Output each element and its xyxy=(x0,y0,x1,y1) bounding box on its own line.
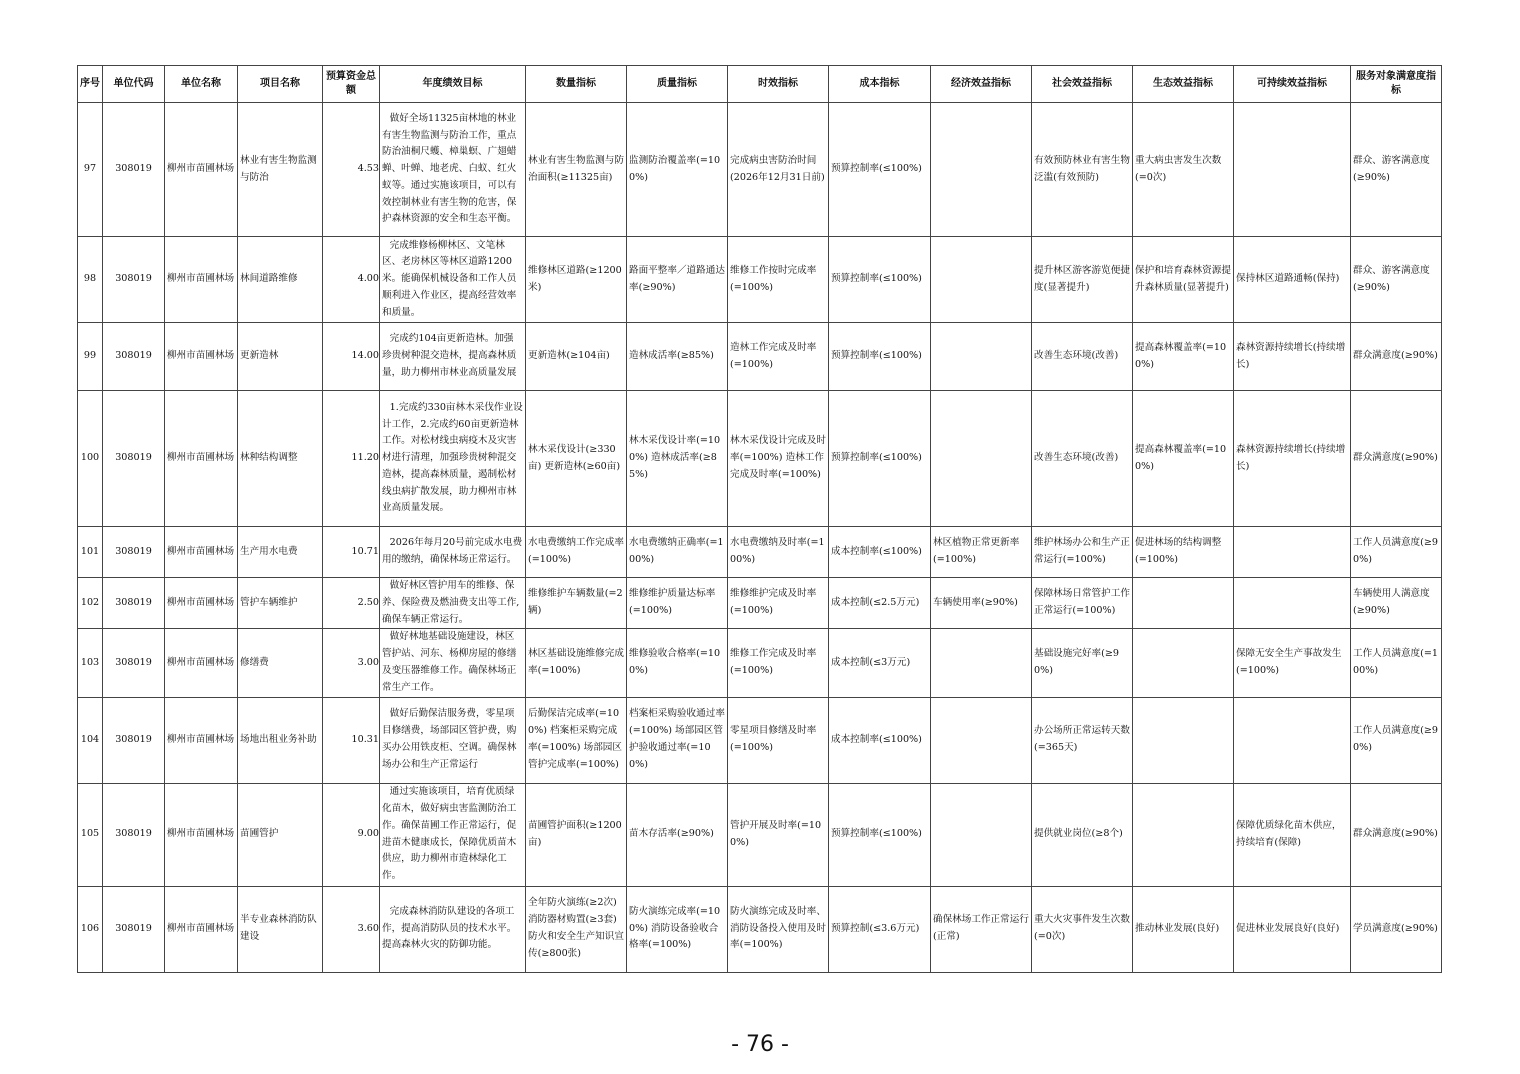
cell-timeliness-indicator: 管护开展及时率(=100%) xyxy=(728,783,829,886)
cell-economic-indicator xyxy=(931,391,1032,527)
cell-ecological-indicator xyxy=(1133,629,1234,697)
header-cell: 单位代码 xyxy=(103,66,165,103)
table-row xyxy=(78,783,1442,886)
cell-timeliness-indicator: 完成病虫害防治时间(2026年12月31日前) xyxy=(728,103,829,237)
cell-satisfaction-indicator: 群众满意度(≥90%) xyxy=(1351,323,1442,391)
cell-timeliness-indicator: 造林工作完成及时率(=100%) xyxy=(728,323,829,391)
cell-annual-goal: 做好全场11325亩林地的林业有害生物监测与防治工作，重点防治油桐尺蠖、樟巢螟、广翅蜡蝉、叶蝉、地老虎、白蚁、红火蚁等。通过实施该项目，可以有效控制林业有害生物的危害，保护森林资源的安全和生态平衡。 xyxy=(380,103,526,237)
cell-satisfaction-indicator: 工作人员满意度(≥90%) xyxy=(1351,527,1442,578)
cell-quantity-indicator: 水电费缴纳工作完成率(=100%) xyxy=(526,527,627,578)
table-row xyxy=(78,578,1442,629)
cell-cost-indicator: 预算控制率(≤100%) xyxy=(829,783,931,886)
cell-annual-goal: 做好林地基础设施建设，林区管护站、河东、杨柳房屋的修缮及变压器维修工作。确保林场正常生产工作。 xyxy=(380,629,526,697)
cell-unit-code: 308019 xyxy=(103,391,165,527)
cell-project-name: 林业有害生物监测与防治 xyxy=(238,103,323,237)
cell-economic-indicator xyxy=(931,103,1032,237)
cell-economic-indicator xyxy=(931,697,1032,783)
header-cell: 单位名称 xyxy=(165,66,238,103)
cell-budget-amount: 10.31 xyxy=(323,697,380,783)
cell-timeliness-indicator: 防火演练完成及时率、消防设备投入使用及时率(=100%) xyxy=(728,886,829,972)
cell-annual-goal: 做好林区管护用车的维修、保养、保险费及燃油费支出等工作,确保车辆正常运行。 xyxy=(380,578,526,629)
cell-social-indicator: 保障林场日常管护工作正常运行(=100%) xyxy=(1032,578,1133,629)
cell-seq: 104 xyxy=(78,697,103,783)
cell-ecological-indicator xyxy=(1133,697,1234,783)
table-row xyxy=(78,323,1442,391)
cell-sustainable-indicator: 促进林业发展良好(良好) xyxy=(1234,886,1351,972)
cell-budget-amount: 2.50 xyxy=(323,578,380,629)
cell-social-indicator: 改善生态环境(改善) xyxy=(1032,391,1133,527)
cell-quality-indicator: 档案柜采购验收通过率(=100%) 场部园区管护验收通过率(=100%) xyxy=(627,697,728,783)
cell-unit-name: 柳州市苗圃林场 xyxy=(165,527,238,578)
cell-sustainable-indicator xyxy=(1234,527,1351,578)
cell-timeliness-indicator: 维修维护完成及时率(=100%) xyxy=(728,578,829,629)
cell-timeliness-indicator: 零星项目修缮及时率(=100%) xyxy=(728,697,829,783)
header-cell: 预算资金总额 xyxy=(323,66,380,103)
cell-seq: 103 xyxy=(78,629,103,697)
cell-quality-indicator: 监测防治覆盖率(=100%) xyxy=(627,103,728,237)
cell-economic-indicator: 林区植物正常更新率(=100%) xyxy=(931,527,1032,578)
header-cell: 项目名称 xyxy=(238,66,323,103)
cell-unit-name: 柳州市苗圃林场 xyxy=(165,697,238,783)
cell-economic-indicator xyxy=(931,783,1032,886)
cell-seq: 106 xyxy=(78,886,103,972)
table-row xyxy=(78,886,1442,972)
cell-satisfaction-indicator: 学员满意度(≥90%) xyxy=(1351,886,1442,972)
table-row xyxy=(78,391,1442,527)
cell-timeliness-indicator: 林木采伐设计完成及时率(=100%) 造林工作完成及时率(=100%) xyxy=(728,391,829,527)
cell-economic-indicator: 确保林场工作正常运行(正常) xyxy=(931,886,1032,972)
cell-seq: 99 xyxy=(78,323,103,391)
cell-seq: 100 xyxy=(78,391,103,527)
header-cell: 数量指标 xyxy=(526,66,627,103)
header-cell: 序号 xyxy=(78,66,103,103)
cell-quantity-indicator: 全年防火演练(≥2次) 消防器材购置(≥3套) 防火和安全生产知识宣传(≥800张) xyxy=(526,886,627,972)
cell-budget-amount: 4.00 xyxy=(323,237,380,323)
cell-project-name: 场地出租业务补助 xyxy=(238,697,323,783)
cell-social-indicator: 办公场所正常运转天数(=365天) xyxy=(1032,697,1133,783)
cell-ecological-indicator: 提高森林覆盖率(=100%) xyxy=(1133,391,1234,527)
header-cell: 质量指标 xyxy=(627,66,728,103)
cell-unit-name: 柳州市苗圃林场 xyxy=(165,783,238,886)
cell-social-indicator: 基础设施完好率(≥90%) xyxy=(1032,629,1133,697)
cell-satisfaction-indicator: 车辆使用人满意度(≥90%) xyxy=(1351,578,1442,629)
cell-sustainable-indicator: 森林资源持续增长(持续增长) xyxy=(1234,391,1351,527)
page-number: - 76 - xyxy=(731,1032,789,1057)
cell-budget-amount: 4.53 xyxy=(323,103,380,237)
cell-economic-indicator xyxy=(931,323,1032,391)
cell-social-indicator: 提供就业岗位(≥8个) xyxy=(1032,783,1133,886)
cell-cost-indicator: 预算控制率(≤100%) xyxy=(829,237,931,323)
cell-unit-code: 308019 xyxy=(103,527,165,578)
cell-annual-goal: 完成维修杨柳林区、文笔林区、老房林区等林区道路1200米。能确保机械设备和工作人员顺利进入作业区，提高经营效率和质量。 xyxy=(380,237,526,323)
cell-seq: 105 xyxy=(78,783,103,886)
cell-sustainable-indicator: 保障无安全生产事故发生(=100%) xyxy=(1234,629,1351,697)
header-cell: 经济效益指标 xyxy=(931,66,1032,103)
cell-quantity-indicator: 更新造林(≥104亩) xyxy=(526,323,627,391)
cell-annual-goal: 做好后勤保洁服务费，零星项目修缮费，场部园区管护费，购买办公用铁皮柜、空调。确保林场办公和生产正常运行 xyxy=(380,697,526,783)
cell-project-name: 修缮费 xyxy=(238,629,323,697)
cell-unit-code: 308019 xyxy=(103,237,165,323)
cell-ecological-indicator xyxy=(1133,783,1234,886)
cell-quantity-indicator: 苗圃管护面积(≥1200亩) xyxy=(526,783,627,886)
table-body xyxy=(78,103,1442,973)
cell-cost-indicator: 成本控制率(≤100%) xyxy=(829,527,931,578)
cell-project-name: 林间道路维修 xyxy=(238,237,323,323)
cell-quality-indicator: 林木采伐设计率(=100%) 造林成活率(≥85%) xyxy=(627,391,728,527)
cell-social-indicator: 有效预防林业有害生物泛滥(有效预防) xyxy=(1032,103,1133,237)
cell-project-name: 苗圃管护 xyxy=(238,783,323,886)
cell-quantity-indicator: 林业有害生物监测与防治面积(≥11325亩) xyxy=(526,103,627,237)
cell-economic-indicator: 车辆使用率(≥90%) xyxy=(931,578,1032,629)
cell-timeliness-indicator: 维修工作按时完成率(=100%) xyxy=(728,237,829,323)
cell-unit-name: 柳州市苗圃林场 xyxy=(165,629,238,697)
performance-table xyxy=(77,65,1442,973)
header-cell: 可持续效益指标 xyxy=(1234,66,1351,103)
cell-economic-indicator xyxy=(931,629,1032,697)
cell-satisfaction-indicator: 群众满意度(≥90%) xyxy=(1351,783,1442,886)
cell-unit-code: 308019 xyxy=(103,103,165,237)
cell-quality-indicator: 水电费缴纳正确率(=100%) xyxy=(627,527,728,578)
cell-ecological-indicator: 促进林场的结构调整(=100%) xyxy=(1133,527,1234,578)
table-row xyxy=(78,697,1442,783)
cell-sustainable-indicator xyxy=(1234,697,1351,783)
cell-quantity-indicator: 林区基础设施维修完成率(=100%) xyxy=(526,629,627,697)
cell-cost-indicator: 成本控制(≤2.5万元) xyxy=(829,578,931,629)
cell-timeliness-indicator: 水电费缴纳及时率(=100%) xyxy=(728,527,829,578)
cell-satisfaction-indicator: 群众满意度(≥90%) xyxy=(1351,391,1442,527)
table-row xyxy=(78,629,1442,697)
cell-unit-code: 308019 xyxy=(103,578,165,629)
header-cell: 成本指标 xyxy=(829,66,931,103)
cell-sustainable-indicator xyxy=(1234,578,1351,629)
cell-timeliness-indicator: 维修工作完成及时率(=100%) xyxy=(728,629,829,697)
cell-unit-name: 柳州市苗圃林场 xyxy=(165,323,238,391)
header-cell: 年度绩效目标 xyxy=(380,66,526,103)
cell-cost-indicator: 成本控制(≤3万元) xyxy=(829,629,931,697)
header-cell: 社会效益指标 xyxy=(1032,66,1133,103)
cell-social-indicator: 改善生态环境(改善) xyxy=(1032,323,1133,391)
cell-cost-indicator: 成本控制率(≤100%) xyxy=(829,697,931,783)
cell-project-name: 更新造林 xyxy=(238,323,323,391)
cell-unit-name: 柳州市苗圃林场 xyxy=(165,237,238,323)
cell-unit-name: 柳州市苗圃林场 xyxy=(165,578,238,629)
cell-sustainable-indicator: 森林资源持续增长(持续增长) xyxy=(1234,323,1351,391)
cell-sustainable-indicator xyxy=(1234,103,1351,237)
cell-quality-indicator: 苗木存活率(≥90%) xyxy=(627,783,728,886)
cell-quantity-indicator: 维修维护车辆数量(=2辆) xyxy=(526,578,627,629)
cell-satisfaction-indicator: 工作人员满意度(≥90%) xyxy=(1351,697,1442,783)
cell-unit-code: 308019 xyxy=(103,697,165,783)
cell-satisfaction-indicator: 工作人员满意度(=100%) xyxy=(1351,629,1442,697)
cell-quality-indicator: 路面平整率／道路通达率(≥90%) xyxy=(627,237,728,323)
cell-social-indicator: 维护林场办公和生产正常运行(=100%) xyxy=(1032,527,1133,578)
cell-ecological-indicator: 提高森林覆盖率(=100%) xyxy=(1133,323,1234,391)
table-row xyxy=(78,527,1442,578)
cell-ecological-indicator xyxy=(1133,578,1234,629)
cell-project-name: 林种结构调整 xyxy=(238,391,323,527)
cell-project-name: 生产用水电费 xyxy=(238,527,323,578)
cell-unit-code: 308019 xyxy=(103,323,165,391)
cell-ecological-indicator: 保护和培育森林资源提升森林质量(显著提升) xyxy=(1133,237,1234,323)
cell-satisfaction-indicator: 群众、游客满意度(≥90%) xyxy=(1351,103,1442,237)
cell-unit-code: 308019 xyxy=(103,783,165,886)
cell-seq: 98 xyxy=(78,237,103,323)
cell-seq: 101 xyxy=(78,527,103,578)
cell-unit-code: 308019 xyxy=(103,886,165,972)
cell-ecological-indicator: 重大病虫害发生次数(=0次) xyxy=(1133,103,1234,237)
cell-quality-indicator: 防火演练完成率(=100%) 消防设备验收合格率(=100%) xyxy=(627,886,728,972)
cell-budget-amount: 3.00 xyxy=(323,629,380,697)
cell-quantity-indicator: 后勤保洁完成率(=100%) 档案柜采购完成率(=100%) 场部园区管护完成率(=100%) xyxy=(526,697,627,783)
cell-sustainable-indicator: 保持林区道路通畅(保持) xyxy=(1234,237,1351,323)
cell-budget-amount: 11.20 xyxy=(323,391,380,527)
cell-cost-indicator: 预算控制率(≤100%) xyxy=(829,391,931,527)
cell-budget-amount: 9.00 xyxy=(323,783,380,886)
cell-satisfaction-indicator: 群众、游客满意度(≥90%) xyxy=(1351,237,1442,323)
cell-annual-goal: 完成约104亩更新造林。加强珍贵树种混交造林，提高森林质量，助力柳州市林业高质量发展 xyxy=(380,323,526,391)
cell-quality-indicator: 造林成活率(≥85%) xyxy=(627,323,728,391)
cell-budget-amount: 3.60 xyxy=(323,886,380,972)
table-row xyxy=(78,103,1442,237)
table-row xyxy=(78,237,1442,323)
cell-cost-indicator: 预算控制(≤3.6万元) xyxy=(829,886,931,972)
cell-project-name: 管护车辆维护 xyxy=(238,578,323,629)
header-cell: 时效指标 xyxy=(728,66,829,103)
cell-unit-name: 柳州市苗圃林场 xyxy=(165,103,238,237)
cell-social-indicator: 重大火灾事件发生次数(=0次) xyxy=(1032,886,1133,972)
cell-annual-goal: 1.完成约330亩林木采伐作业设计工作，2.完成约60亩更新造林工作。对松材线虫病疫木及灾害材进行清理，加强珍贵树种混交造林，提高森林质量，遏制松材线虫病扩散发展，助力柳州市林业高质量发展。 xyxy=(380,391,526,527)
cell-unit-name: 柳州市苗圃林场 xyxy=(165,391,238,527)
header-cell: 服务对象满意度指标 xyxy=(1351,66,1442,103)
cell-quantity-indicator: 维修林区道路(≥1200米) xyxy=(526,237,627,323)
cell-annual-goal: 2026年每月20号前完成水电费用的缴纳，确保林场正常运行。 xyxy=(380,527,526,578)
cell-unit-code: 308019 xyxy=(103,629,165,697)
header-cell: 生态效益指标 xyxy=(1133,66,1234,103)
cell-cost-indicator: 预算控制率(≤100%) xyxy=(829,323,931,391)
cell-annual-goal: 通过实施该项目，培育优质绿化苗木，做好病虫害监测防治工作。确保苗圃工作正常运行，促进苗木健康成长，保障优质苗木供应，助力柳州市造林绿化工作。 xyxy=(380,783,526,886)
header-row xyxy=(78,66,1442,103)
cell-economic-indicator xyxy=(931,237,1032,323)
cell-quality-indicator: 维修维护质量达标率(=100%) xyxy=(627,578,728,629)
cell-seq: 97 xyxy=(78,103,103,237)
cell-quality-indicator: 维修验收合格率(=100%) xyxy=(627,629,728,697)
cell-sustainable-indicator: 保障优质绿化苗木供应，持续培育(保障) xyxy=(1234,783,1351,886)
cell-social-indicator: 提升林区游客游览便捷度(显著提升) xyxy=(1032,237,1133,323)
cell-budget-amount: 14.00 xyxy=(323,323,380,391)
cell-unit-name: 柳州市苗圃林场 xyxy=(165,886,238,972)
cell-ecological-indicator: 推动林业发展(良好) xyxy=(1133,886,1234,972)
cell-seq: 102 xyxy=(78,578,103,629)
cell-annual-goal: 完成森林消防队建设的各项工作，提高消防队员的技术水平。提高森林火灾的防御功能。 xyxy=(380,886,526,972)
cell-quantity-indicator: 林木采伐设计(≥330亩) 更新造林(≥60亩) xyxy=(526,391,627,527)
cell-cost-indicator: 预算控制率(≤100%) xyxy=(829,103,931,237)
cell-project-name: 半专业森林消防队建设 xyxy=(238,886,323,972)
cell-budget-amount: 10.71 xyxy=(323,527,380,578)
